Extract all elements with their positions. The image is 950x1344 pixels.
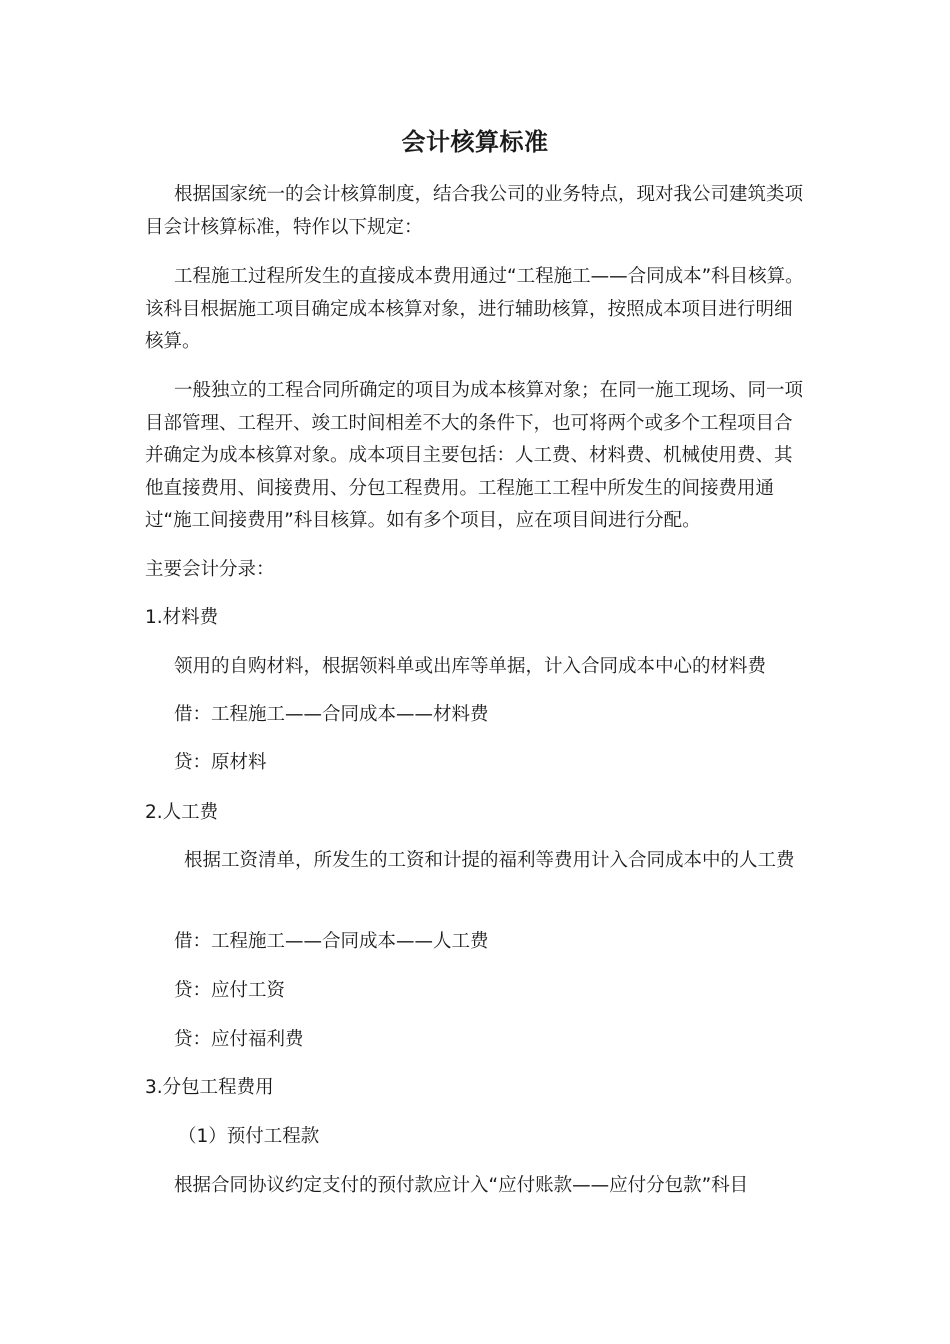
cost-account-paragraph: 工程施工过程所发生的直接成本费用通过“工程施工——合同成本”科目核算。该科目根据施工项目确定成本核算对象，进行辅助核算，按照成本项目进行明细核算。 <box>145 266 804 352</box>
material-credit: 贷：原材料 <box>174 752 267 773</box>
section-heading-subcontract: 3.分包工程费用 <box>145 1077 274 1098</box>
cost-object-paragraph: 一般独立的工程合同所确定的项目为成本核算对象；在同一施工现场、同一项目部管理、工程开、竣工时间相差不大的条件下，也可将两个或多个工程项目合并确定为成本核算对象。成本项目主要包括：人工费、材料费、机械使用费、其他直接费用、间接费用、分包工程费用。工程施工工程中所发生的间接费用通过“施工间接费用”科目核算。如有多个项目，应在项目间进行分配。 <box>145 380 804 531</box>
material-desc: 领用的自购材料，根据领料单或出库等单据，计入合同成本中心的材料费 <box>174 656 767 677</box>
labor-credit-welfare: 贷：应付福利费 <box>174 1029 304 1050</box>
labor-desc: 根据工资清单，所发生的工资和计提的福利等费用计入合同成本中的人工费 <box>184 850 795 871</box>
labor-debit: 借：工程施工——合同成本——人工费 <box>174 931 489 952</box>
intro-paragraph: 根据国家统一的会计核算制度，结合我公司的业务特点，现对我公司建筑类项目会计核算标准，特作以下规定： <box>145 184 804 238</box>
document-title: 会计核算标准 <box>401 128 549 156</box>
material-debit: 借：工程施工——合同成本——材料费 <box>174 704 489 725</box>
labor-credit-wages: 贷：应付工资 <box>174 980 286 1001</box>
section-heading-labor: 2.人工费 <box>145 802 219 823</box>
section-heading-material: 1.材料费 <box>145 607 219 628</box>
subcontract-subheading: （1）预付工程款 <box>178 1126 320 1147</box>
main-entries-label: 主要会计分录： <box>145 559 275 580</box>
subcontract-desc: 根据合同协议约定支付的预付款应计入“应付账款——应付分包款”科目 <box>174 1175 749 1196</box>
